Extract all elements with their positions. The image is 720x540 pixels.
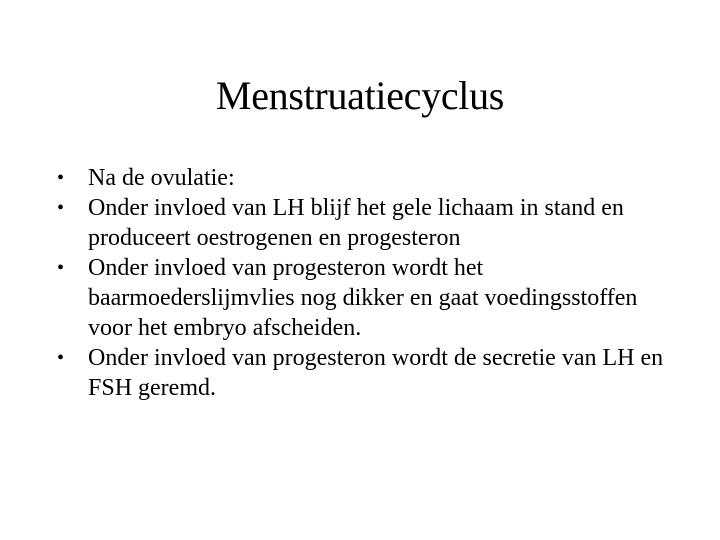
bullet-text: Na de ovulatie: bbox=[88, 165, 235, 191]
bullet-item bbox=[52, 163, 672, 193]
bullet-list bbox=[52, 163, 672, 403]
bullet-icon: • bbox=[57, 257, 65, 279]
bullet-text: Onder invloed van progesteron wordt het baarmoederslijmvlies nog dikker en gaat voedingsstoffen voor het embryo afscheiden. bbox=[88, 255, 638, 341]
bullet-icon: • bbox=[57, 347, 65, 369]
bullet-item bbox=[52, 253, 672, 343]
bullet-text: Onder invloed van progesteron wordt de secretie van LH en FSH geremd. bbox=[88, 345, 664, 401]
bullet-text: Onder invloed van LH blijf het gele lichaam in stand en produceert oestrogenen en progesteron bbox=[88, 195, 624, 251]
bullet-item bbox=[52, 193, 672, 253]
bullet-icon: • bbox=[57, 197, 65, 219]
slide-title: Menstruatiecyclus bbox=[215, 73, 505, 118]
bullet-icon: • bbox=[57, 167, 65, 189]
bullet-item bbox=[52, 343, 672, 403]
